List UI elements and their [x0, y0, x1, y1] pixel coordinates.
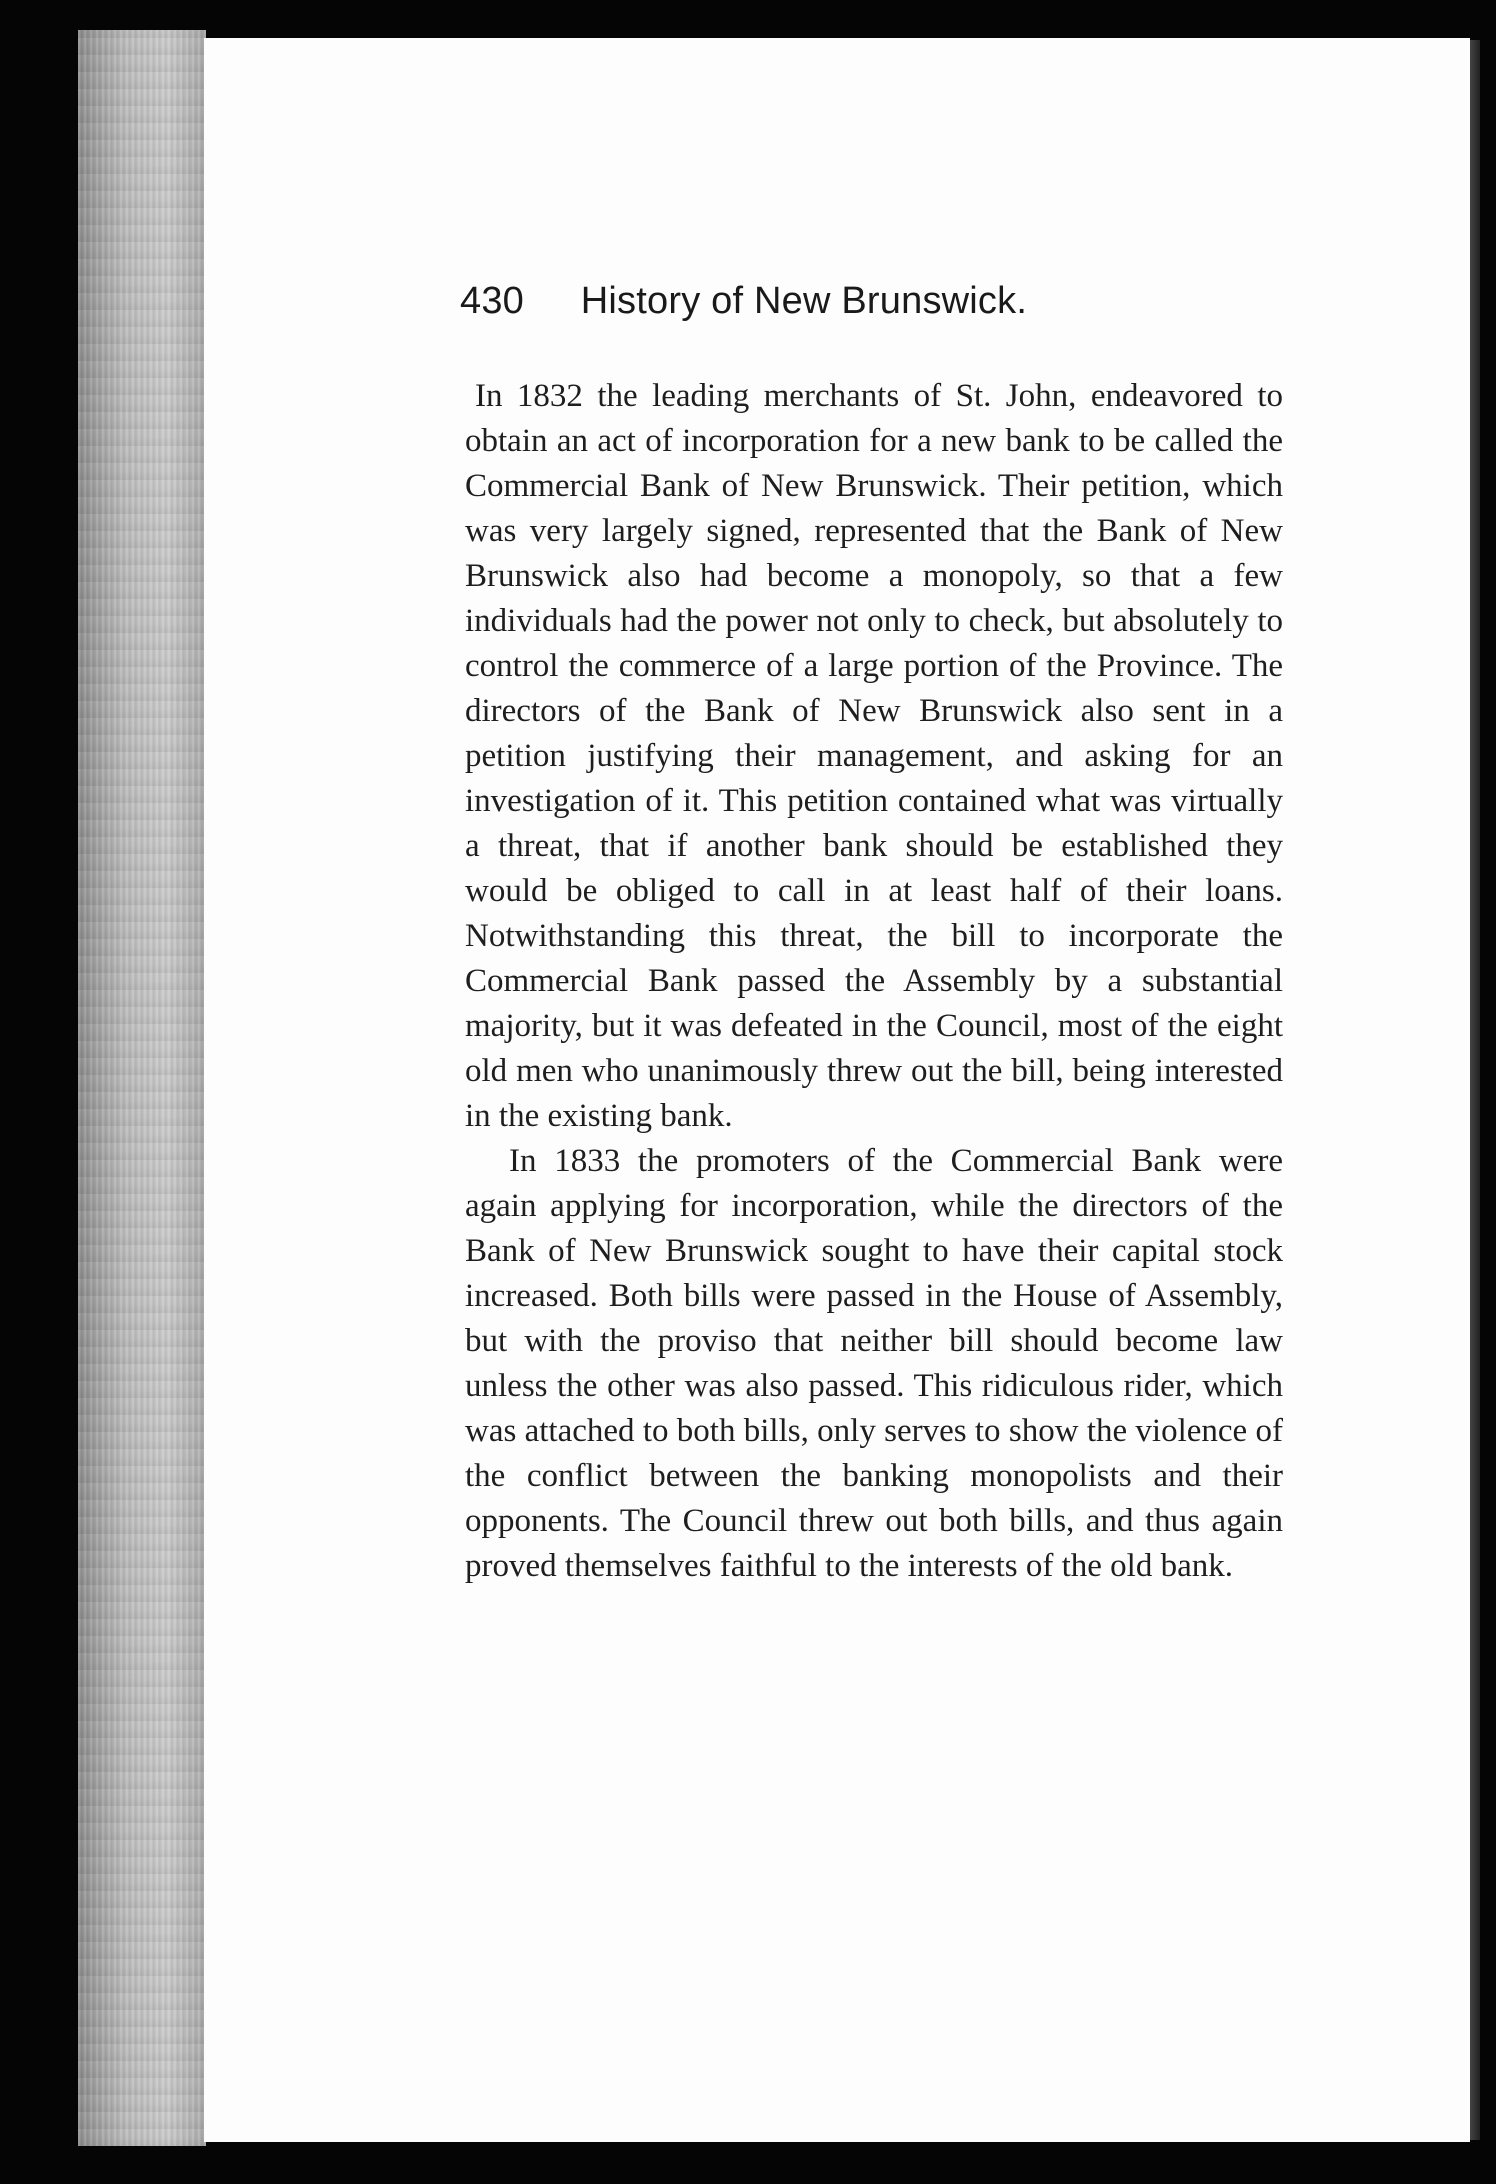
paragraph-2: In 1833 the promoters of the Commercial Bank were again applying for incorporation, while the directors of the Bank of New Brunswick sought to have their capital stock increased. Both bills were passed in the House of Assembly, but with the proviso that neither bill should become law unless the other was also passed. This ridiculous rider, which was attached to both bills, only serves to show the violence of the conflict between the banking monopolists and their opponents. The Council threw out both bills, and thus again proved themselves faithful to the interests of the old bank. — [465, 1143, 1283, 1584]
page-header — [460, 280, 1320, 323]
page-stack-edge — [78, 30, 206, 2146]
running-head: History of New Brunswick. — [580, 280, 1028, 322]
paragraph-1: In 1832 the leading merchants of St. John, endeavored to obtain an act of incorporation for a new bank to be called the Commercial Bank of New Brunswick. Their petition, which was very largely signed, represented that the Bank of New Brunswick also had become a monopoly, so that a few individuals had the power not only to check, but absolutely to control the commerce of a large portion of the Province. The directors of the Bank of New Brunswick also sent in a petition justifying their management, and asking for an investigation of it. This petition contained what was virtually a threat, that if another bank should be established they would be obliged to call in at least half of their loans. Notwithstanding this threat, the bill to incorporate the Commercial Bank passed the Assembly by a substantial majority, but it was defeated in the Council, most of the eight old men who unanimously threw out the bill, being interested in the existing bank. — [465, 378, 1283, 1134]
page-number: 430 — [460, 280, 525, 322]
page-body — [465, 374, 1283, 1589]
page-right-edge — [1470, 40, 1480, 2140]
